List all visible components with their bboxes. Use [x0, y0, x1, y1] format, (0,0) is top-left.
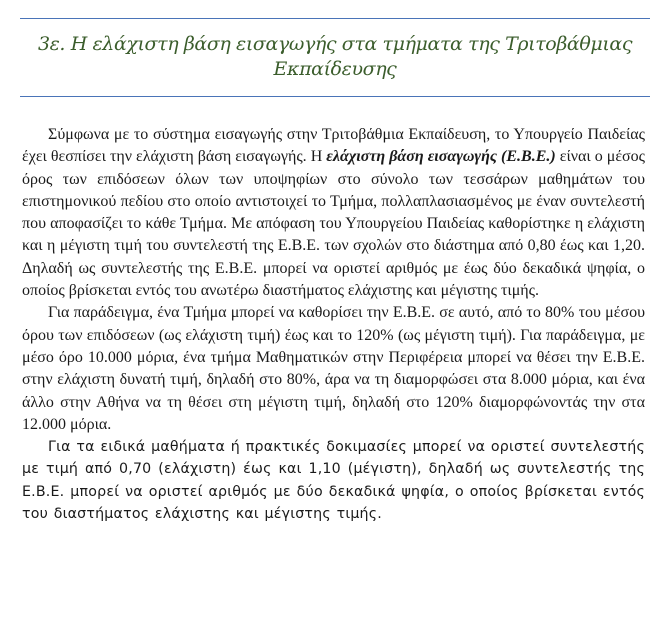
document-body — [22, 124, 645, 525]
paragraph-example: Για παράδειγμα, ένα Τμήμα μπορεί να καθορίσει την Ε.Β.Ε. σε αυτό, από το 80% του μέσου όρου των επιδόσεων (ως ελάχιστη τιμή) έως και το 120% (ως μέγιστη τιμή). Για παράδειγμα, με μέσο όρο 10.000 μόρια, ένα τμήμα Μαθηματικών στην Περιφέρεια μπορεί να θέσει την Ε.Β.Ε. στην ελάχιστη δυνατή τιμή, δηλαδή στο 80%, άρα να τη διαμορφώσει στα 8.000 μόρια, και ένα άλλο στην Αθήνα να τη θέσει στη μέγιστη τιμή, δηλαδή στο 120% διαμορφώνοντάς την στα 12.000 μόρια. — [22, 304, 645, 433]
title-bottom-rule — [20, 96, 650, 97]
emphasized-term: ελάχιστη βάση εισαγωγής (Ε.Β.Ε.) — [326, 148, 556, 166]
paragraph-minimum-admission-base — [22, 124, 645, 302]
title-top-rule — [20, 18, 650, 19]
section-title: 3ε. Η ελάχιστη βάση εισαγωγής στα τμήματα της Τριτοβάθμιας Εκπαίδευσης — [37, 33, 633, 80]
paragraph-special-subjects: Για τα ειδικά μαθήματα ή πρακτικές δοκιμασίες μπορεί να οριστεί συντελεστής με τιμή από 0,70 (ελάχιστη) έως και 1,10 (μέγιστη), δηλαδή ως συντελεστής της Ε.Β.Ε. μπορεί να οριστεί αριθμός με δύο δεκαδικά ψηφία, ο οποίος βρίσκεται εντός του διαστήματος ελάχιστης και μέγιστης τιμής. — [22, 439, 645, 523]
paragraph-text-definition: είναι ο μέσος όρος των επιδόσεων όλων των υποψηφίων στο σύνολο των τεσσάρων μαθημάτων του επιστημονικού πεδίου στο οποίο αντιστοιχεί το Τμήμα, πολλαπλασιασμένος με έναν συντελεστή που αποφασίζει το κάθε Τμήμα. Με απόφαση του Υπουργείου Παιδείας καθορίστηκε η ελάχιστη και η μέγιστη τιμή του συντελεστή της Ε.Β.Ε. των σχολών στο διάστημα από 0,80 έως και 1,20. Δηλαδή ως συντελεστής της Ε.Β.Ε. μπορεί να οριστεί αριθμός με έως δύο δεκαδικά ψηφία, ο οποίος βρίσκεται εντός του ανωτέρω διαστήματος ελάχιστης και μέγιστης τιμής. — [22, 148, 645, 300]
paragraph-text-intro: Σύμφωνα με το σύστημα εισαγωγής στην Τριτοβάθμια Εκπαίδευση, το Υπουργείο Παιδείας έχει θεσπίσει την ελάχιστη βάση εισαγωγής. Η — [22, 126, 645, 166]
